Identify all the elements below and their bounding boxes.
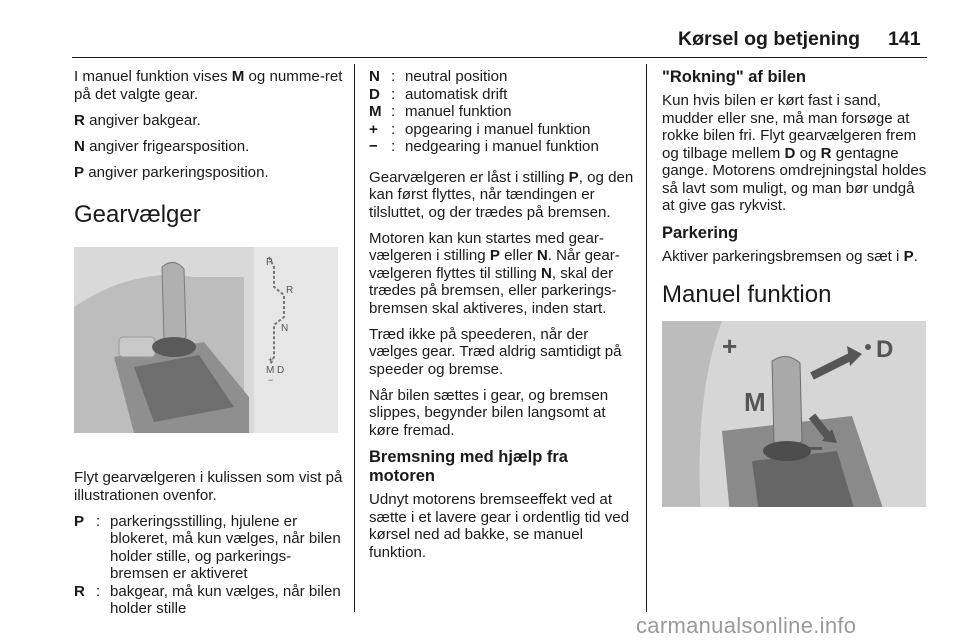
intro-paragraph-p: P angiver parkeringsposition. [74, 163, 269, 181]
definition-minus: − : nedgearing i manuel funktion [369, 138, 599, 155]
header-title: Kørsel og betjening [678, 28, 861, 50]
paragraph-engine-braking: Udnyt motorens bremseeffekt ved at sætte i et lavere gear i ordentlig tid ved kørsel ned ad bakke, se manuel funktion. [369, 491, 630, 561]
figure-label-n: N [281, 323, 289, 334]
gear-selector-drawing [74, 247, 338, 433]
mode-definitions [369, 68, 637, 156]
position-definitions [74, 513, 344, 618]
figure-label-minus: − [808, 433, 824, 463]
paragraph-accelerator: Træd ikke på speederen, når der vælges gear. Træd aldrig samtidigt på speeder og bremse. [369, 325, 622, 378]
definition-r: R : bakgear, må kun vælges, når bilen holder stille [74, 582, 341, 617]
section-heading-manual: Manuel funktion [662, 281, 832, 308]
intro-paragraph-1: I manuel funktion vises M og numme-ret på det valgte gear. [74, 68, 343, 103]
intro-paragraph-n: N angiver frigearsposition. [74, 137, 250, 155]
figure-label-d: D [876, 336, 894, 363]
figure-label-m: M [266, 365, 275, 376]
paragraph-parking: Aktiver parkeringsbremsen og sæt i P. [662, 247, 918, 265]
paragraph-locked: Gearvælgeren er låst i stilling P, og den kan først flyttes, når tændingen er tilsluttet, og der trædes på bremsen. [369, 168, 634, 221]
heading-engine-braking: Bremsning med hjælp fra motoren [369, 448, 568, 485]
definition-d: D : automatisk drift [369, 85, 508, 103]
definition-n: N : neutral position [369, 68, 508, 85]
intro-paragraph-r: R angiver bakgear. [74, 111, 201, 129]
manual-mode-drawing [662, 321, 926, 507]
paragraph-start: Motoren kan kun startes med gear-vælgeren i stilling P eller N. Når gear-vælgeren flyttes til stilling N, skal der trædes på bremsen, eller parkerings-bremsen skal aktiveres, inden start. [369, 229, 620, 317]
column-divider-2 [646, 64, 647, 612]
manual-mode-illustration [662, 321, 926, 507]
paragraph-rocking: Kun hvis bilen er kørt fast i sand, mudder eller sne, må man forsøge at rokke bilen fri. Flyt gearvælgeren frem og tilbage mellem D og R gentagne gange. Motorens omdrejningstal holdes så lavt som muligt, og man bør undgå at give gas rykvist. [662, 92, 927, 214]
figure-label-plus: + [268, 355, 274, 365]
figure-label-minus: − [268, 375, 274, 385]
gear-selector-illustration [74, 247, 338, 433]
definition-m: M : manuel funktion [369, 103, 512, 120]
figure-label-p: P [266, 257, 273, 268]
header-rule [72, 57, 927, 58]
paragraph-creep: Når bilen sættes i gear, og bremsen slippes, begynder bilen langsomt at køre fremad. [369, 386, 609, 439]
figure-caption: Flyt gearvælgeren i kulissen som vist på illustrationen ovenfor. [74, 469, 343, 504]
column-3 [662, 68, 928, 507]
heading-parking: Parkering [662, 223, 739, 242]
definition-plus: + : opgearing i manuel funktion [369, 120, 591, 138]
page-number: 141 [888, 28, 921, 50]
figure-label-r: R [286, 285, 294, 296]
figure-label-plus: + [722, 331, 738, 361]
figure-label-d: D [277, 365, 285, 376]
heading-rocking: "Rokning" af bilen [662, 68, 806, 86]
watermark: carmanualsonline.info [636, 613, 857, 638]
column-divider-1 [354, 64, 355, 612]
definition-p: P : parkeringsstilling, hjulene er blokeret, må kun vælges, når bilen holder stille, og parkerings-bremsen er aktiveret [74, 512, 341, 582]
column-1 [74, 68, 344, 618]
figure-label-m: M [744, 387, 766, 417]
column-2 [369, 68, 637, 570]
section-heading-gearvaelger: Gearvælger [74, 201, 201, 228]
